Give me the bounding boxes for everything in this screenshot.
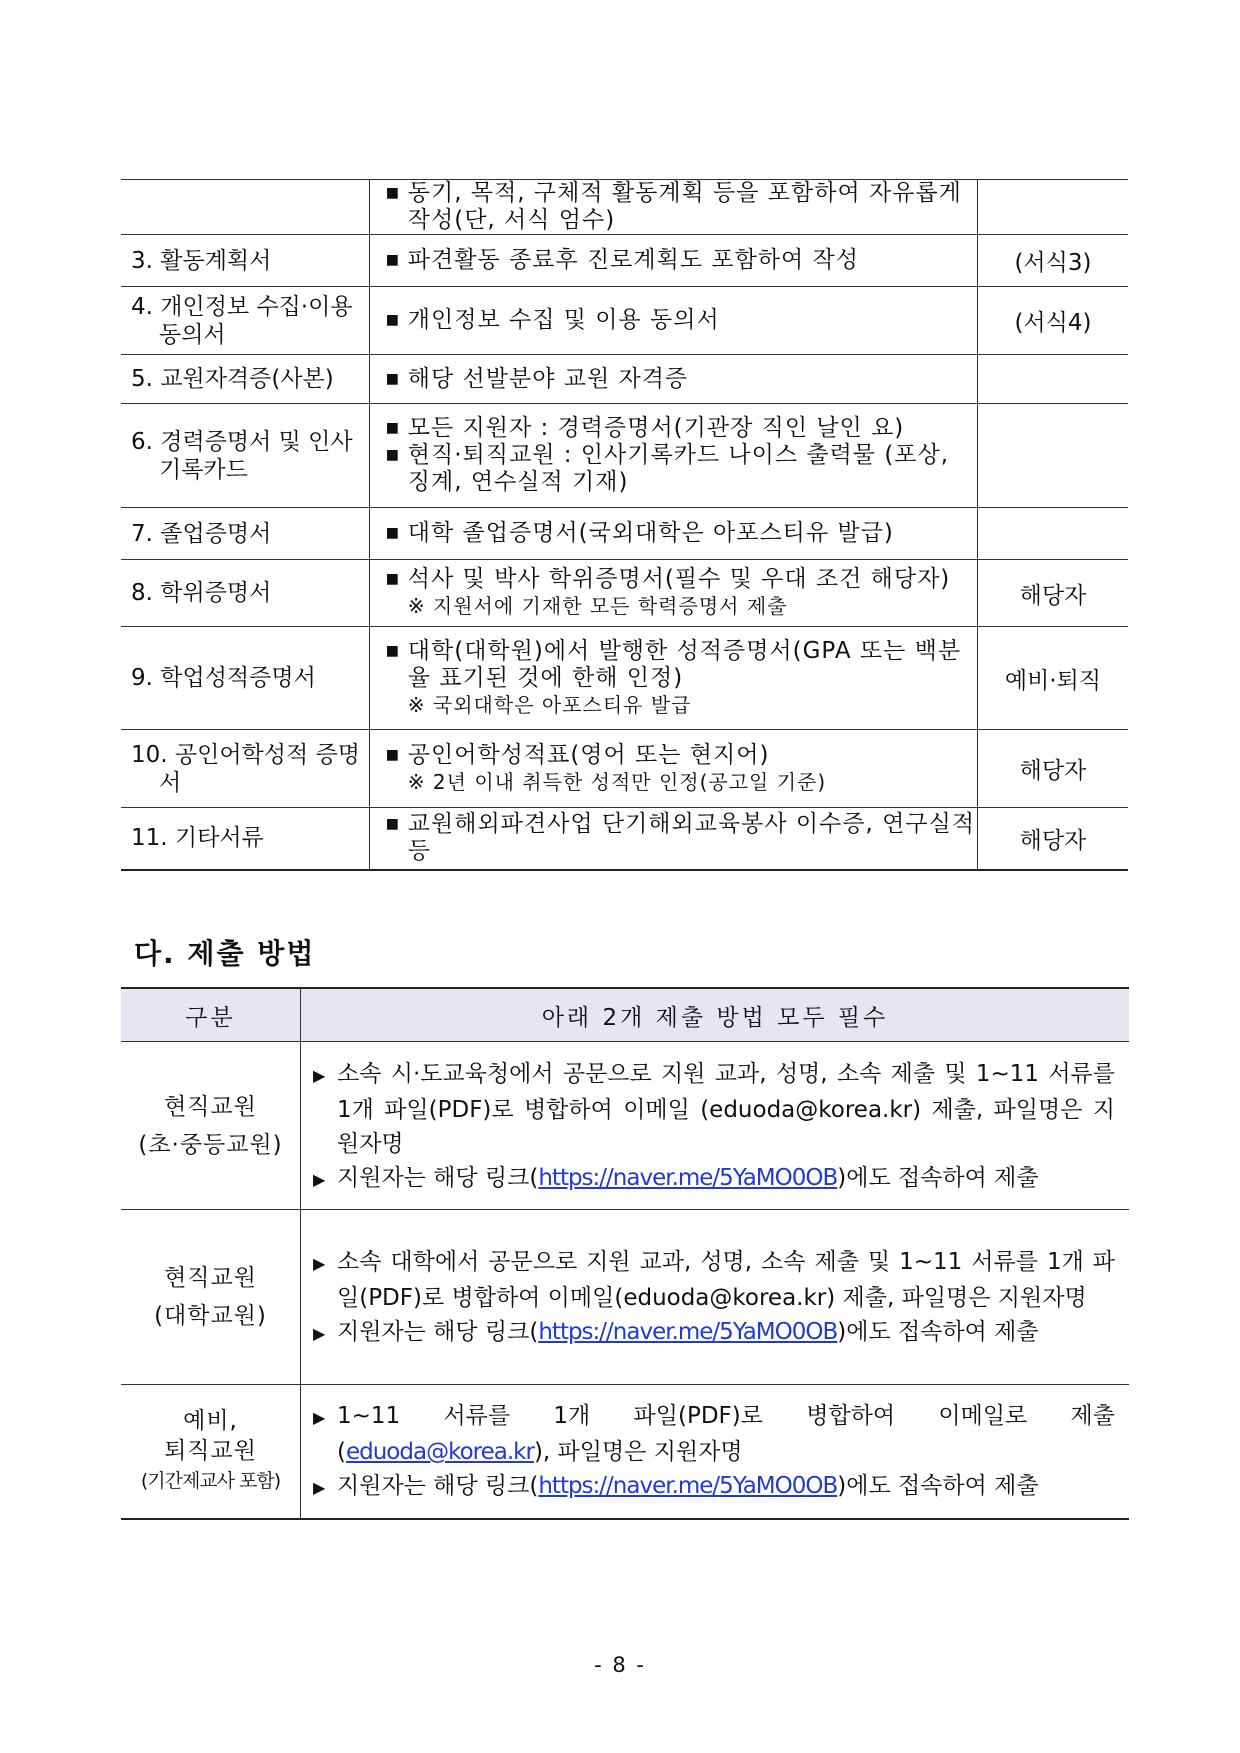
method-item: ▶ 소속 시·도교육청에서 공문으로 지원 교과, 성명, 소속 제출 및 1~11 서류를 1개 파일(PDF)로 병합하여 이메일 (eduoda@korea.kr) 제출, 파일명은 지원자명 [313,1060,1115,1157]
doc-note: ※ 지원서에 기재한 모든 학력증명서 제출 [407,594,788,618]
table-row [121,404,1128,508]
submission-table [121,987,1129,1520]
table-row [121,808,1128,870]
table-row [121,1210,1129,1385]
doc-name: 5. 교원자격증(사본) [121,355,369,404]
square-bullet-icon: ■ [385,370,401,387]
table-row [121,627,1128,730]
submission-method [301,1042,1130,1210]
doc-remark [977,180,1128,235]
square-bullet-icon: ■ [385,185,401,201]
doc-description: ■ 대학 졸업증명서(국외대학은 아포스티유 발급) [369,508,977,560]
doc-note: ※ 국외대학은 아포스티유 발급 [407,692,692,717]
table-row [121,1385,1129,1519]
table-row [121,287,1128,355]
table-row [121,508,1128,560]
doc-description: ■ 동기, 목적, 구체적 활동계획 등을 포함하여 자유롭게 작성(단, 서식 엄수) [369,180,977,235]
doc-note: ※ 2년 이내 취득한 성적만 인정(공고일 기준) [407,769,827,794]
doc-remark: 해당자 [977,808,1128,870]
table-header-row [121,988,1129,1042]
doc-name: 9. 학업성적증명서 [121,627,369,730]
doc-remark [977,508,1128,560]
square-bullet-icon: ■ [385,525,401,541]
doc-remark: 예비·퇴직 [977,627,1128,730]
doc-description: ■ 석사 및 박사 학위증명서(필수 및 우대 조건 해당자) ※ 지원서에 기재한 모든 학력증명서 제출 [369,560,977,627]
triangle-right-icon: ▶ [313,1408,326,1428]
method-item: ▶ 지원자는 해당 링크(https://naver.me/5YaMO0OB)에도 접속하여 제출 [313,1315,1115,1351]
doc-remark: 해당자 [977,560,1128,627]
submission-method [301,1210,1130,1385]
triangle-right-icon: ▶ [313,1478,326,1498]
triangle-right-icon: ▶ [313,1169,326,1189]
doc-description: ■ 교원해외파견사업 단기해외교육봉사 이수증, 연구실적 등 [369,808,977,870]
submission-method [301,1385,1130,1519]
doc-description: ■ 대학(대학원)에서 발행한 성적증명서(GPA 또는 백분율 표기된 것에 한해 인정) ※ 국외대학은 아포스티유 발급 [369,627,977,730]
column-header-category: 구분 [121,988,301,1042]
doc-remark: (서식4) [977,287,1128,355]
triangle-right-icon: ▶ [313,1065,326,1085]
doc-description: ■ 파견활동 종료후 진로계획도 포함하여 작성 [369,235,977,287]
survey-link[interactable]: https://naver.me/5YaMO0OB [538,1319,838,1345]
doc-name: 7. 졸업증명서 [121,508,369,560]
table-row [121,355,1128,404]
square-bullet-icon: ■ [385,252,401,268]
method-item: ▶ 지원자는 해당 링크(https://naver.me/5YaMO0OB)에도 접속하여 제출 [313,1161,1115,1197]
doc-description: ■ 모든 지원자 : 경력증명서(기관장 직인 날인 요) ■ 현직·퇴직교원 : 인사기록카드 나이스 출력물 (포상, 징계, 연수실적 기재) [369,404,977,508]
email-link[interactable]: eduoda@korea.kr [345,1439,534,1466]
doc-description: ■ 해당 선발분야 교원 자격증 [369,355,977,404]
doc-name: 4. 개인정보 수집·이용 동의서 [121,287,369,355]
table-row [121,235,1128,287]
doc-remark [977,404,1128,508]
doc-name: 3. 활동계획서 [121,235,369,287]
table-row [121,560,1128,627]
applicant-category: 예비, 퇴직교원 (기간제교사 포함) [121,1385,301,1519]
square-bullet-icon: ■ [385,746,401,763]
applicant-category: 현직교원 (대학교원) [121,1210,301,1385]
section-heading: 다. 제출 방법 [134,937,316,970]
doc-name: 10. 공인어학성적 증명서 [121,730,369,808]
survey-link[interactable]: https://naver.me/5YaMO0OB [538,1473,838,1500]
table-row [121,730,1128,808]
table-row [121,1042,1129,1210]
doc-name: 6. 경력증명서 및 인사기록카드 [121,404,369,508]
square-bullet-icon: ■ [385,447,401,463]
triangle-right-icon: ▶ [313,1324,326,1343]
square-bullet-icon: ■ [385,642,401,659]
doc-name [121,180,369,235]
doc-remark [977,355,1128,404]
doc-description: ■ 공인어학성적표(영어 또는 현지어) ※ 2년 이내 취득한 성적만 인정(공고일 기준) [369,730,977,808]
method-item: ▶ 1~11 서류를 1개 파일(PDF)로 병합하여 이메일로 제출 (eduoda@korea.kr), 파일명은 지원자명 [313,1403,1115,1466]
page-number: - 8 - [594,1653,646,1677]
table-row [121,180,1128,235]
doc-remark: (서식3) [977,235,1128,287]
doc-remark: 해당자 [977,730,1128,808]
doc-description: ■ 개인정보 수집 및 이용 동의서 [369,287,977,355]
survey-link[interactable]: https://naver.me/5YaMO0OB [538,1164,838,1191]
documents-table [121,179,1128,871]
triangle-right-icon: ▶ [313,1254,326,1273]
method-item: ▶ 소속 대학에서 공문으로 지원 교과, 성명, 소속 제출 및 1~11 서류를 1개 파일(PDF)로 병합하여 이메일(eduoda@korea.kr) 제출, 파일명은 지원자명 [313,1249,1115,1311]
square-bullet-icon: ■ [385,420,401,436]
square-bullet-icon: ■ [385,571,401,587]
method-item: ▶ 지원자는 해당 링크(https://naver.me/5YaMO0OB)에도 접속하여 제출 [313,1469,1115,1505]
doc-name: 8. 학위증명서 [121,560,369,627]
square-bullet-icon: ■ [385,312,401,328]
doc-name: 11. 기타서류 [121,808,369,870]
applicant-category: 현직교원 (초·중등교원) [121,1042,301,1210]
column-header-method: 아래 2개 제출 방법 모두 필수 [301,988,1130,1042]
square-bullet-icon: ■ [385,816,401,833]
